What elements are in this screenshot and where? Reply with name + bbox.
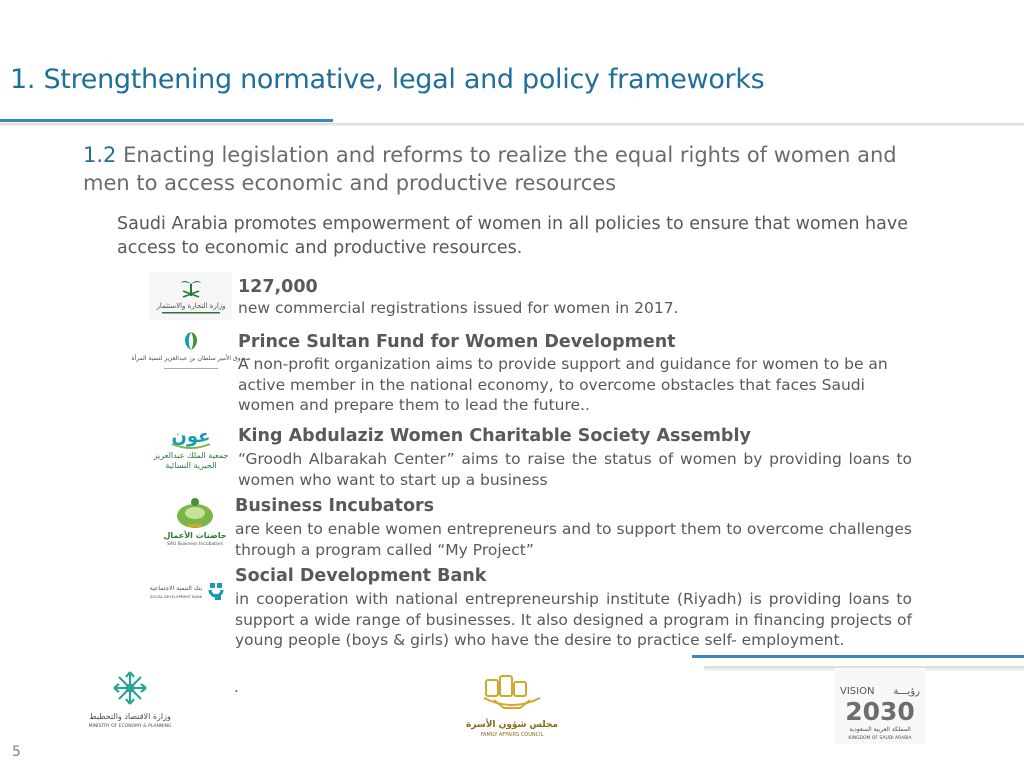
logo-text: عون	[171, 426, 211, 447]
trailing-dot: .	[234, 678, 239, 696]
logo-subtext: SOCIAL DEVELOPMENT BANK	[149, 595, 203, 599]
king-abdulaziz-society-title: King Abdulaziz Women Charitable Society Assembly	[238, 426, 751, 446]
social-development-bank-logo	[148, 578, 228, 608]
logo-text: وزارة الاقتصاد والتخطيط	[89, 712, 171, 721]
logo-subtext: MINISTRY OF ECONOMY & PLANNING	[88, 724, 172, 729]
business-incubators-description: are keen to enable women entrepreneurs and to support them to overcome challenges through a program called “My Project”	[235, 520, 912, 559]
logo-text: بنك التنمية الاجتماعية	[149, 585, 203, 592]
ministry-of-commerce-logo	[150, 272, 232, 320]
logo-subtext: FAMILY AFFAIRS COUNCIL	[480, 732, 544, 738]
logo-text: حاضنات الأعمال	[163, 531, 227, 540]
subtitle-text: Enacting legislation and reforms to realize the equal rights of women and men to access economic and productive resources	[83, 143, 897, 195]
section-subtitle	[83, 141, 923, 197]
slide-title: 1. Strengthening normative, legal and policy frameworks	[10, 64, 765, 95]
vision-country-ar: المملكة العربية السعودية	[849, 726, 911, 733]
logo-text: وزارة التجارة والاستثمار	[156, 302, 226, 310]
logo-text: صندوق الأمير سلطان بن عبدالعزيز لتنمية المرأة	[131, 355, 251, 362]
leaf-emblem-icon	[185, 332, 197, 350]
business-incubators-logo	[160, 494, 230, 548]
bank-emblem-icon	[210, 583, 222, 600]
business-incubators-title: Business Incubators	[235, 496, 435, 516]
vision-year: 2030	[845, 697, 915, 726]
vision-arabic: رؤيـــة	[893, 686, 920, 697]
prince-sultan-fund-description: A non-profit organization aims to provide support and guidance for women to be an active member in the national economy, to overcome obstacles that faces Saudi women and prepare them to lead the future..	[238, 355, 888, 414]
registrations-description: new commercial registrations issued for women in 2017.	[238, 299, 679, 317]
intro-paragraph: Saudi Arabia promotes empowerment of women in all policies to ensure that women have access to economic and productive resources.	[117, 214, 908, 258]
footer-rule	[692, 655, 1024, 658]
vision-country-en: KINGDOM OF SAUDI ARABIA	[848, 736, 912, 741]
family-emblem-icon	[484, 676, 540, 708]
logo-text: الخيرية النسائية	[165, 461, 217, 470]
title-divider	[0, 123, 1024, 126]
prince-sultan-fund-logo	[131, 328, 251, 376]
logo-text: جمعية الملك عبدالعزيز	[153, 451, 229, 460]
vision-2030-logo	[834, 668, 926, 744]
family-affairs-council-logo	[464, 672, 560, 740]
king-abdulaziz-society-description: “Groodh Albarakah Center” aims to raise the status of women by providing loans to women who want to start up a business	[238, 450, 912, 489]
logo-text: مجلس شؤون الأسرة	[465, 720, 559, 730]
ministry-economy-planning-logo	[82, 664, 178, 732]
logo-subtext: SAU Business Incubators	[167, 542, 223, 547]
star-emblem-icon	[114, 672, 146, 704]
page-number: 5	[12, 744, 21, 760]
subtitle-number: 1.2	[83, 143, 117, 167]
title-underline	[0, 119, 333, 122]
prince-sultan-fund-title: Prince Sultan Fund for Women Development	[238, 332, 676, 352]
registrations-count: 127,000	[238, 277, 318, 297]
social-development-bank-description: in cooperation with national entrepreneurship institute (Riyadh) is providing loans to support a wide range of businesses. It also designed a program in financing projects of young people (boys & girls) who have the desire to practice self- employment.	[235, 590, 912, 649]
vision-label: VISION	[840, 686, 875, 697]
king-abdulaziz-society-logo	[150, 422, 232, 474]
social-development-bank-title: Social Development Bank	[235, 566, 487, 586]
